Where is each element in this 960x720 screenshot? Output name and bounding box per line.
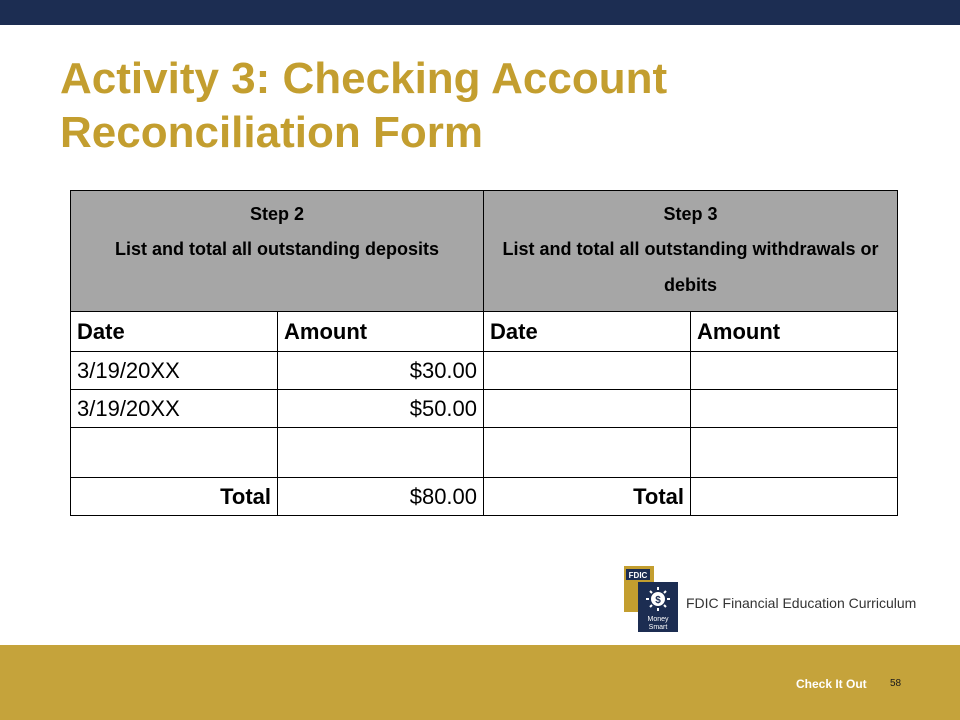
table-row [71,428,898,478]
step2-header [71,191,484,312]
step3-header [484,191,898,312]
column-header-date-withdrawals: Date [484,312,691,352]
deposits-total-value: $80.00 [278,478,484,516]
reconciliation-table [70,190,898,516]
withdrawals-total-label: Total [484,478,691,516]
deposit-amount-cell: $50.00 [278,390,484,428]
withdrawal-amount-cell [691,390,898,428]
step-header-row [71,191,898,312]
withdrawal-date-cell [484,352,691,390]
step3-title: Step 3 [663,204,718,224]
deposit-amount-cell: $30.00 [278,352,484,390]
fdic-badge-text: FDIC [628,571,648,580]
table-row [71,352,898,390]
page-number: 58 [890,678,902,689]
money-smart-text: Money [647,616,669,623]
top-bar [0,0,960,25]
withdrawal-date-cell [484,390,691,428]
column-header-amount-deposits: Amount [278,312,484,352]
deposit-date-cell: 3/19/20XX [71,390,278,428]
withdrawal-amount-cell [691,352,898,390]
table-row [71,390,898,428]
column-header-row [71,312,898,352]
slide-title: Activity 3: Checking Account Reconciliation Form [60,54,668,157]
logo-caption: FDIC Financial Education Curriculum [686,595,917,611]
withdrawal-amount-cell [691,428,898,478]
step2-description: List and total all outstanding deposits [115,239,440,259]
withdrawals-total-value [691,478,898,516]
column-header-amount-withdrawals: Amount [691,312,898,352]
step3-description: List and total all outstanding withdrawals or debits [502,239,879,295]
withdrawal-date-cell [484,428,691,478]
money-smart-text-2: Smart [648,624,668,631]
step2-title: Step 2 [249,204,305,224]
column-header-date-deposits: Date [71,312,278,352]
deposit-date-cell: 3/19/20XX [71,352,278,390]
deposits-total-label: Total [71,478,278,516]
deposit-date-cell [71,428,278,478]
deposit-amount-cell [278,428,484,478]
total-row [71,478,898,516]
footer-label: Check It Out [796,677,867,691]
svg-text:$: $ [655,595,661,606]
